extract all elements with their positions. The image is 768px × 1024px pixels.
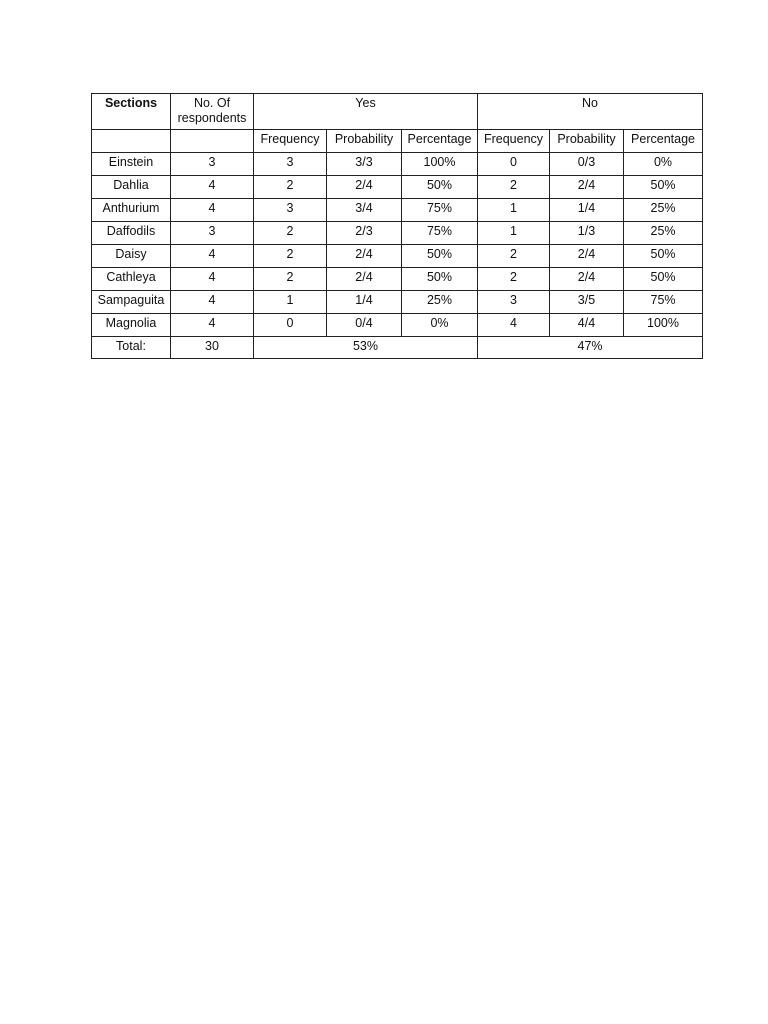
cell-no-probability: 2/4 [550,176,624,199]
cell-no-percentage: 100% [624,314,703,337]
cell-no-probability: 2/4 [550,245,624,268]
cell-no-probability: 0/3 [550,153,624,176]
header-yes-frequency: Frequency [254,130,327,153]
cell-respondents: 4 [171,268,254,291]
cell-yes-frequency: 2 [254,268,327,291]
cell-yes-percentage: 75% [402,222,478,245]
header-sections: Sections [92,94,171,130]
cell-yes-probability: 3/3 [327,153,402,176]
table-row [92,291,703,314]
cell-no-probability: 1/4 [550,199,624,222]
cell-no-probability: 1/3 [550,222,624,245]
cell-no-percentage: 50% [624,245,703,268]
cell-respondents: 3 [171,153,254,176]
cell-no-frequency: 3 [478,291,550,314]
cell-section: Sampaguita [92,291,171,314]
cell-yes-probability: 2/3 [327,222,402,245]
cell-section: Daffodils [92,222,171,245]
cell-yes-frequency: 2 [254,222,327,245]
header-empty-cell [92,130,171,153]
cell-yes-frequency: 3 [254,153,327,176]
cell-no-frequency: 1 [478,222,550,245]
total-label: Total: [92,337,171,359]
header-no-probability: Probability [550,130,624,153]
header-no-frequency: Frequency [478,130,550,153]
cell-section: Anthurium [92,199,171,222]
cell-yes-probability: 2/4 [327,268,402,291]
cell-section: Einstein [92,153,171,176]
cell-yes-frequency: 2 [254,245,327,268]
cell-no-percentage: 75% [624,291,703,314]
cell-no-percentage: 25% [624,199,703,222]
table-row [92,153,703,176]
cell-no-frequency: 4 [478,314,550,337]
cell-no-percentage: 25% [624,222,703,245]
header-row-sub [92,130,703,153]
cell-yes-frequency: 0 [254,314,327,337]
cell-respondents: 4 [171,245,254,268]
cell-no-percentage: 50% [624,176,703,199]
cell-respondents: 4 [171,199,254,222]
total-row [92,337,703,359]
cell-yes-probability: 3/4 [327,199,402,222]
cell-section: Dahlia [92,176,171,199]
cell-yes-percentage: 50% [402,245,478,268]
header-empty-cell [171,130,254,153]
cell-no-percentage: 50% [624,268,703,291]
header-no: No [478,94,703,130]
total-no: 47% [478,337,703,359]
cell-yes-percentage: 75% [402,199,478,222]
cell-respondents: 4 [171,176,254,199]
cell-yes-percentage: 0% [402,314,478,337]
cell-yes-frequency: 1 [254,291,327,314]
cell-no-frequency: 0 [478,153,550,176]
cell-no-percentage: 0% [624,153,703,176]
header-yes-percentage: Percentage [402,130,478,153]
cell-section: Magnolia [92,314,171,337]
header-yes: Yes [254,94,478,130]
header-row-top [92,94,703,130]
cell-respondents: 4 [171,314,254,337]
cell-no-probability: 3/5 [550,291,624,314]
cell-no-probability: 2/4 [550,268,624,291]
cell-no-frequency: 2 [478,245,550,268]
header-no-percentage: Percentage [624,130,703,153]
cell-yes-percentage: 50% [402,268,478,291]
survey-results-table [91,93,703,359]
cell-no-frequency: 2 [478,176,550,199]
cell-no-frequency: 2 [478,268,550,291]
cell-no-frequency: 1 [478,199,550,222]
cell-yes-probability: 1/4 [327,291,402,314]
total-yes: 53% [254,337,478,359]
header-respondents: No. Of respondents [171,94,254,130]
table-row [92,245,703,268]
cell-yes-probability: 2/4 [327,245,402,268]
cell-yes-percentage: 50% [402,176,478,199]
table-row [92,176,703,199]
cell-yes-percentage: 100% [402,153,478,176]
total-respondents: 30 [171,337,254,359]
cell-yes-percentage: 25% [402,291,478,314]
table-row [92,314,703,337]
table-row [92,222,703,245]
cell-yes-probability: 2/4 [327,176,402,199]
cell-yes-frequency: 3 [254,199,327,222]
cell-no-probability: 4/4 [550,314,624,337]
cell-respondents: 4 [171,291,254,314]
cell-section: Cathleya [92,268,171,291]
table-row [92,268,703,291]
cell-respondents: 3 [171,222,254,245]
table-row [92,199,703,222]
header-yes-probability: Probability [327,130,402,153]
cell-section: Daisy [92,245,171,268]
cell-yes-probability: 0/4 [327,314,402,337]
cell-yes-frequency: 2 [254,176,327,199]
